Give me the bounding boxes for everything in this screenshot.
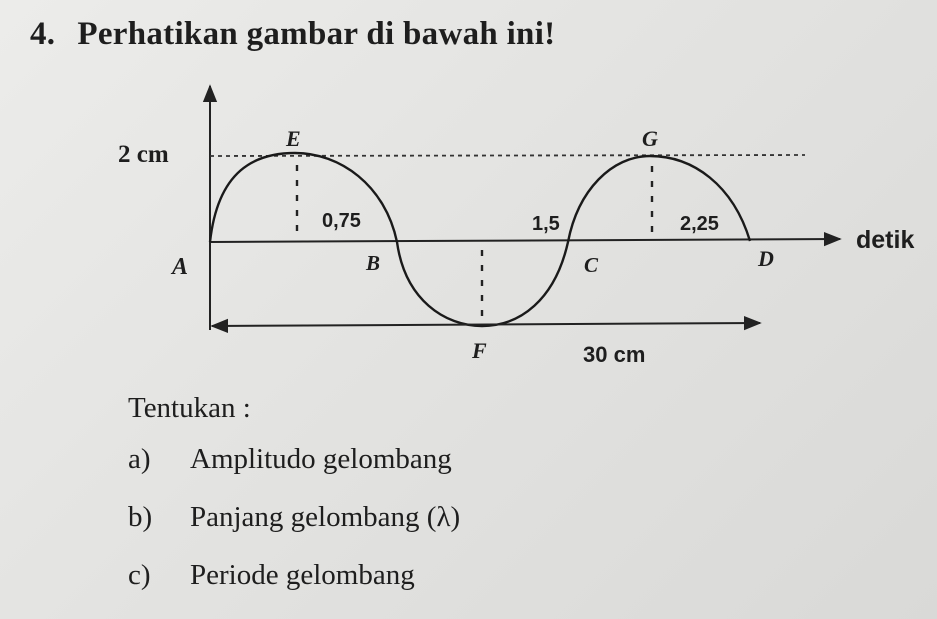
task-item-c <box>128 559 460 617</box>
distance-label: 30 cm <box>583 342 646 367</box>
point-g-label: G <box>642 126 658 151</box>
task-list <box>128 392 460 617</box>
point-b-label: B <box>366 251 381 275</box>
question-instruction: Perhatikan gambar di bawah ini! <box>77 16 556 52</box>
task-item-label: c) <box>128 559 151 591</box>
point-d-label: D <box>758 246 774 271</box>
point-c-label: C <box>584 253 599 277</box>
time-axis-label: detik <box>856 226 915 254</box>
task-item-text: Periode gelombang <box>190 559 415 591</box>
point-e-label: E <box>286 126 301 151</box>
amplitude-reference-line <box>210 155 805 156</box>
task-item-text: Amplitudo gelombang <box>190 443 452 475</box>
task-item-text: Panjang gelombang (λ) <box>190 501 461 533</box>
time-mark-2-25: 2,25 <box>680 213 719 235</box>
task-item-label: a) <box>128 443 151 475</box>
task-item-label: b) <box>128 501 153 533</box>
amplitude-label: 2 cm <box>118 141 169 168</box>
task-item-a <box>128 443 460 501</box>
time-axis <box>210 239 840 242</box>
task-intro: Tentukan : <box>128 392 251 424</box>
task-item-b <box>128 501 460 559</box>
point-f-label: F <box>472 338 487 363</box>
point-a-label: A <box>172 254 189 280</box>
time-mark-0-75: 0,75 <box>322 210 361 232</box>
question-number: 4. <box>30 16 56 52</box>
time-mark-1-5: 1,5 <box>532 213 560 235</box>
